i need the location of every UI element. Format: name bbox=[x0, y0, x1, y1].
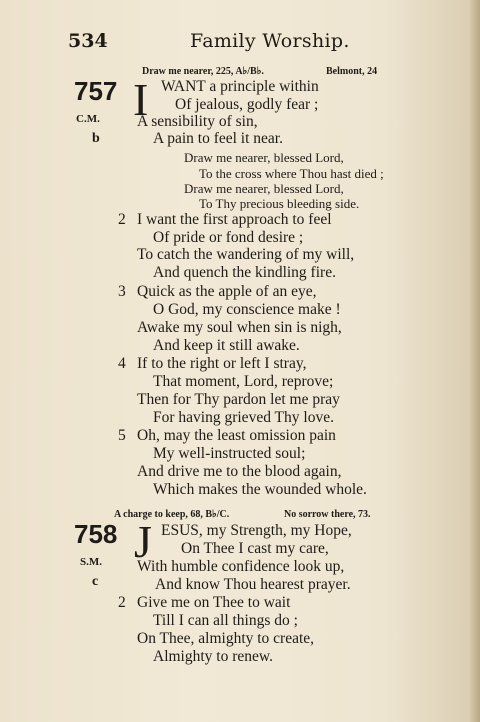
verse-line: Till I can all things do ; bbox=[153, 612, 298, 629]
verse-line: A pain to feel it near. bbox=[153, 130, 283, 147]
verse-line: On Thee I cast my care, bbox=[181, 540, 329, 557]
page-number: 534 bbox=[68, 30, 108, 52]
verse-line: If to the right or left I stray, bbox=[137, 355, 307, 372]
chorus-line: Draw me nearer, blessed Lord, bbox=[184, 181, 344, 196]
verse-number: 2 bbox=[118, 594, 126, 611]
verse-line: I want the first approach to feel bbox=[137, 211, 332, 228]
verse-line: On Thee, almighty to create, bbox=[137, 630, 315, 647]
verse-line: Of pride or fond desire ; bbox=[153, 229, 304, 246]
page-edge bbox=[470, 0, 480, 722]
verse-number: 4 bbox=[118, 355, 126, 372]
hymn-key: c bbox=[92, 574, 99, 589]
tune-reference: Draw me nearer, 225, A♭/B♭. bbox=[142, 66, 264, 77]
hymn-meter: C.M. bbox=[76, 113, 100, 125]
verse-line: Oh, may the least omission pain bbox=[137, 427, 336, 444]
alternate-tune-reference: Belmont, 24 bbox=[326, 66, 378, 77]
verse-line: WANT a principle within bbox=[161, 78, 319, 95]
verse-line: And drive me to the blood again, bbox=[137, 463, 342, 480]
verse-line: Then for Thy pardon let me pray bbox=[137, 391, 340, 408]
alternate-tune-reference: No sorrow there, 73. bbox=[284, 509, 371, 520]
verse-line: Give me on Thee to wait bbox=[137, 594, 291, 611]
verse-line: For having grieved Thy love. bbox=[153, 409, 334, 426]
verse-line: Awake my soul when sin is nigh, bbox=[137, 319, 342, 336]
tune-reference: A charge to keep, 68, B♭/C. bbox=[114, 509, 230, 520]
verse-line: Which makes the wounded whole. bbox=[153, 481, 367, 498]
verse-line: To catch the wandering of my will, bbox=[137, 246, 355, 263]
verse-line: Almighty to renew. bbox=[153, 648, 273, 665]
hymn-number: 758 bbox=[74, 519, 118, 549]
verse-line: And keep it still awake. bbox=[153, 337, 300, 354]
chorus-line: To the cross where Thou hast died ; bbox=[199, 166, 384, 181]
verse-line: Of jealous, godly fear ; bbox=[175, 96, 319, 113]
verse-line: And quench the kindling fire. bbox=[153, 264, 336, 281]
hymn-meter: S.M. bbox=[80, 556, 102, 568]
verse-line: With humble confidence look up, bbox=[137, 558, 345, 575]
drop-cap: J bbox=[134, 516, 152, 567]
verse-line: ESUS, my Strength, my Hope, bbox=[161, 522, 352, 539]
hymn-key: b bbox=[92, 131, 100, 146]
verse-line: My well-instructed soul; bbox=[153, 445, 306, 462]
running-title: Family Worship. bbox=[190, 30, 350, 52]
chorus-line: Draw me nearer, blessed Lord, bbox=[184, 150, 344, 165]
drop-cap: I bbox=[133, 74, 149, 125]
verse-number: 2 bbox=[118, 211, 126, 228]
verse-line: Quick as the apple of an eye, bbox=[137, 283, 317, 300]
hymn-number: 757 bbox=[74, 76, 118, 106]
verse-number: 3 bbox=[118, 283, 126, 300]
chorus-line: To Thy precious bleeding side. bbox=[199, 196, 360, 211]
verse-line: That moment, Lord, reprove; bbox=[153, 373, 334, 390]
verse-number: 5 bbox=[118, 427, 126, 444]
verse-line: O God, my conscience make ! bbox=[153, 301, 341, 318]
verse-line: A sensibility of sin, bbox=[137, 113, 258, 130]
verse-line: And know Thou hearest prayer. bbox=[155, 576, 351, 593]
